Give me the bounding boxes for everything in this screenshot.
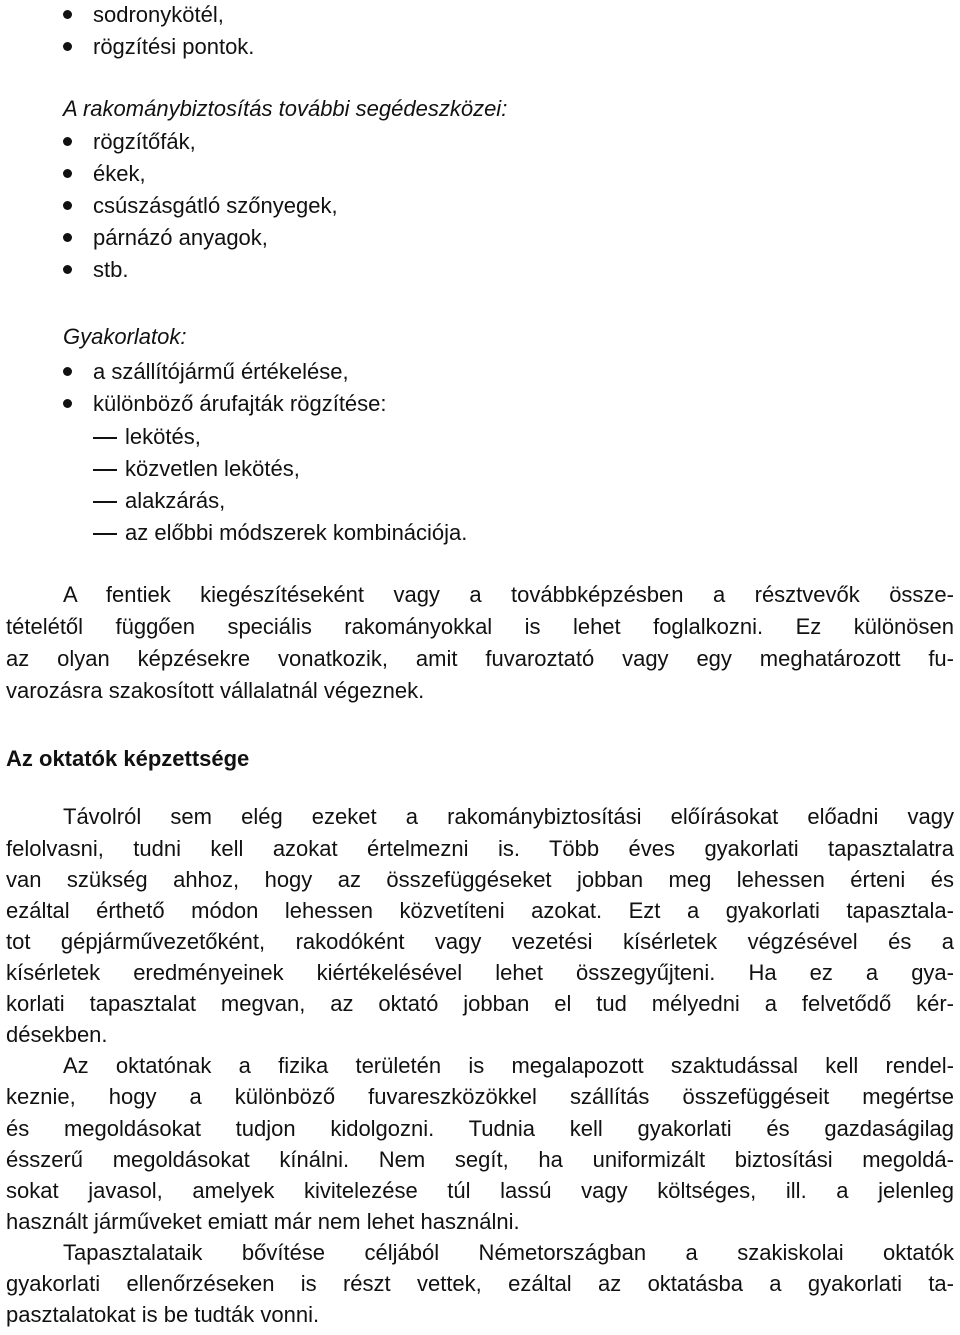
paragraph-line: ésszerű megoldásokat kínálni. Nem segít, ha uniformizált biztosítási megoldá- <box>6 1147 954 1172</box>
list-item: stb. <box>93 257 129 282</box>
paragraph-line: Az oktatónak a fizika területén is megalapozott szaktudással kell rendel- <box>63 1053 954 1078</box>
sub-list-item: az előbbi módszerek kombinációja. <box>125 520 468 545</box>
section-heading: Az oktatók képzettsége <box>6 746 250 771</box>
paragraph-line: A fentiek kiegészítéseként vagy a továbbképzésben a résztvevők össze- <box>63 582 954 607</box>
paragraph-line: használt járműveket emiatt már nem lehet használni. <box>6 1209 520 1234</box>
list-item: rögzítőfák, <box>93 129 196 154</box>
list-item: csúszásgátló szőnyegek, <box>93 193 338 218</box>
paragraph-line: sokat javasol, amelyek kivitelezése túl lassú vagy költséges, ill. a jelenleg <box>6 1178 954 1203</box>
paragraph-line: varozásra szakosított vállalatnál végeznek. <box>6 678 425 703</box>
list-item: a szállítójármű értékelése, <box>93 359 349 384</box>
paragraph-line: az olyan képzésekre vonatkozik, amit fuvaroztató vagy egy meghatározott fu- <box>6 646 954 671</box>
list-item: ékek, <box>93 161 146 186</box>
list-item: rögzítési pontok. <box>93 34 255 59</box>
paragraph-line: Tapasztalataik bővítése céljából Németországban a szakiskolai oktatók <box>63 1240 954 1265</box>
bullet-icon <box>63 169 72 178</box>
bullet-icon <box>63 137 72 146</box>
paragraph-line: tételétől függően speciális rakományokkal is lehet foglalkozni. Ez különösen <box>6 614 954 639</box>
list-item: sodronykötél, <box>93 2 224 27</box>
paragraph-line: Távolról sem elég ezeket a rakománybiztosítási előírásokat előadni vagy <box>63 804 954 829</box>
bullet-icon <box>63 10 72 19</box>
sub-list-item: alakzárás, <box>125 488 226 513</box>
paragraph-line: kísérletek eredményeinek kiértékelésével lehet összegyűjteni. Ha ez a gya- <box>6 960 954 985</box>
paragraph-line: ezáltal érthető módon lehessen közvetíteni azokat. Ezt a gyakorlati tapasztala- <box>6 898 954 923</box>
exercises-heading: Gyakorlatok: <box>63 324 187 349</box>
paragraph-line: pasztalatokat is be tudták vonni. <box>6 1302 320 1327</box>
aux-tools-heading: A rakománybiztosítás további segédeszközei: <box>63 96 508 121</box>
bullet-icon <box>63 265 72 274</box>
paragraph-line: felolvasni, tudni kell azokat értelmezni is. Több éves gyakorlati tapasztalatra <box>6 836 954 861</box>
bullet-icon <box>63 42 72 51</box>
paragraph-line: és megoldásokat tudjon kidolgozni. Tudnia kell gyakorlati és gazdaságilag <box>6 1116 954 1141</box>
bullet-icon <box>63 233 72 242</box>
dash-icon <box>93 533 117 535</box>
paragraph-line: keznie, hogy a különböző fuvareszközökkel szállítás összefüggéseit megértse <box>6 1084 954 1109</box>
dash-icon <box>93 437 117 439</box>
list-item: különböző árufajták rögzítése: <box>93 391 387 416</box>
dash-icon <box>93 501 117 503</box>
list-item: párnázó anyagok, <box>93 225 268 250</box>
bullet-icon <box>63 399 72 408</box>
bullet-icon <box>63 367 72 376</box>
sub-list-item: lekötés, <box>125 424 201 449</box>
paragraph-line: gyakorlati ellenőrzéseken is részt vettek, ezáltal az oktatásba a gyakorlati ta- <box>6 1271 954 1296</box>
sub-list-item: közvetlen lekötés, <box>125 456 300 481</box>
paragraph-line: désekben. <box>6 1022 108 1047</box>
paragraph-line: tot gépjárművezetőként, rakodóként vagy vezetési kísérletek végzésével és a <box>6 929 954 954</box>
paragraph-line: van szükség ahhoz, hogy az összefüggéseket jobban meg lehessen érteni és <box>6 867 954 892</box>
paragraph-line: korlati tapasztalat megvan, az oktató jobban el tud mélyedni a felvetődő kér- <box>6 991 954 1016</box>
bullet-icon <box>63 201 72 210</box>
dash-icon <box>93 469 117 471</box>
